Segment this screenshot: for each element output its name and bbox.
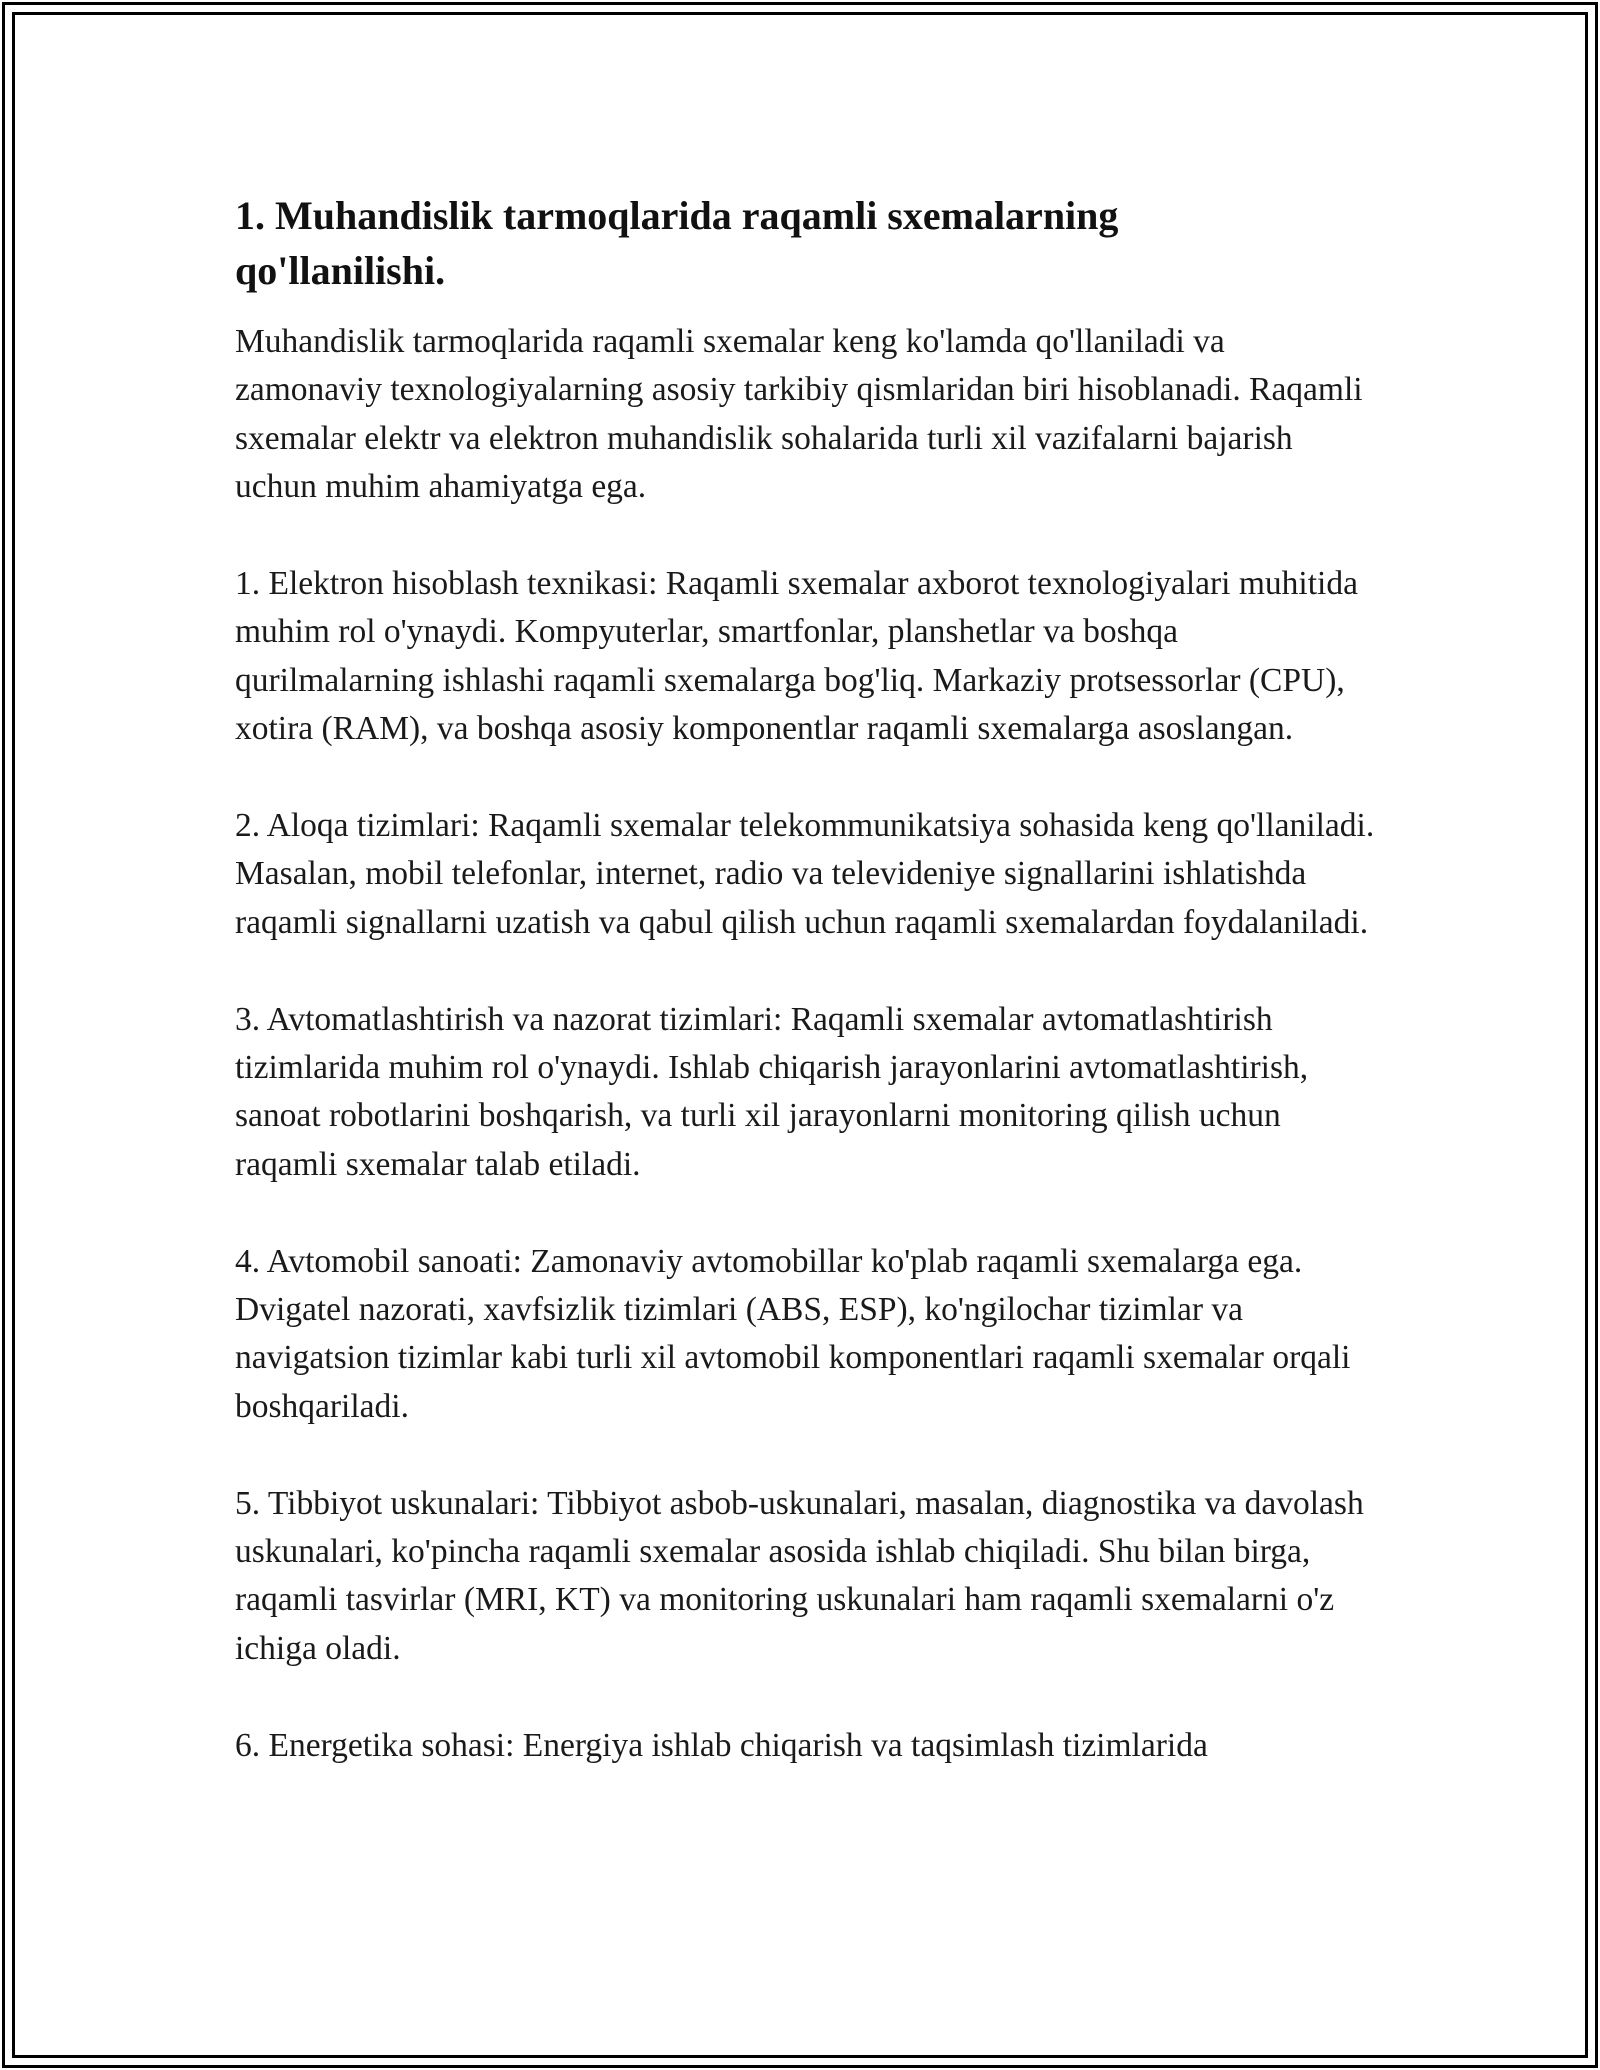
paragraph-energy: 6. Energetika sohasi: Energiya ishlab chiqarish va taqsimlash tizimlarida	[235, 1726, 1208, 1764]
paragraph-communication: 2. Aloqa tizimlari: Raqamli sxemalar telekommunikatsiya sohasida keng qo'llaniladi. Masalan, mobil telefonlar, internet, radio va televideniye signallarini ishlatishda raqamli signallarni uzatish va qabul qilish uchun raqamli sxemalardan foydalaniladi.	[235, 807, 1375, 941]
paragraph-medical: 5. Tibbiyot uskunalari: Tibbiyot asbob-uskunalari, masalan, diagnostika va davolash uskunalari, ko'pincha raqamli sxemalar asosida ishlab chiqiladi. Shu bilan birga, raqamli tasvirlar (MRI, KT) va monitoring uskunalari ham raqamli sxemalarni o'z ichiga oladi.	[235, 1484, 1364, 1667]
document-body	[235, 188, 1375, 1818]
paragraph-computing: 1. Elektron hisoblash texnikasi: Raqamli sxemalar axborot texnologiyalari muhitida muhim rol o'ynaydi. Kompyuterlar, smartfonlar, planshetlar va boshqa qurilmalarning ishlashi raqamli sxemalarga bog'liq. Markaziy protsessorlar (CPU), xotira (RAM), va boshqa asosiy komponentlar raqamli sxemalarga asoslangan.	[235, 565, 1358, 748]
paragraph-automotive: 4. Avtomobil sanoati: Zamonaviy avtomobillar ko'plab raqamli sxemalarga ega. Dvigatel nazorati, xavfsizlik tizimlari (ABS, ESP), ko'ngilochar tizimlar va navigatsion tizimlar kabi turli xil avtomobil komponentlari raqamli sxemalar orqali boshqariladi.	[235, 1242, 1351, 1425]
section-heading: 1. Muhandislik tarmoqlarida raqamli sxemalarning qo'llanilishi.	[235, 193, 1119, 293]
paragraph-automation: 3. Avtomatlashtirish va nazorat tizimlari: Raqamli sxemalar avtomatlashtirish tizimlarida muhim rol o'ynaydi. Ishlab chiqarish jarayonlarini avtomatlashtirish, sanoat robotlarini boshqarish, va turli xil jarayonlarni monitoring qilish uchun raqamli sxemalar talab etiladi.	[235, 1000, 1309, 1183]
intro-paragraph: Muhandislik tarmoqlarida raqamli sxemalar keng ko'lamda qo'llaniladi va zamonaviy texnologiyalarning asosiy tarkibiy qismlaridan biri hisoblanadi. Raqamli sxemalar elektr va elektron muhandislik sohalarida turli xil vazifalarni bajarish uchun muhim ahamiyatga ega.	[235, 323, 1363, 506]
